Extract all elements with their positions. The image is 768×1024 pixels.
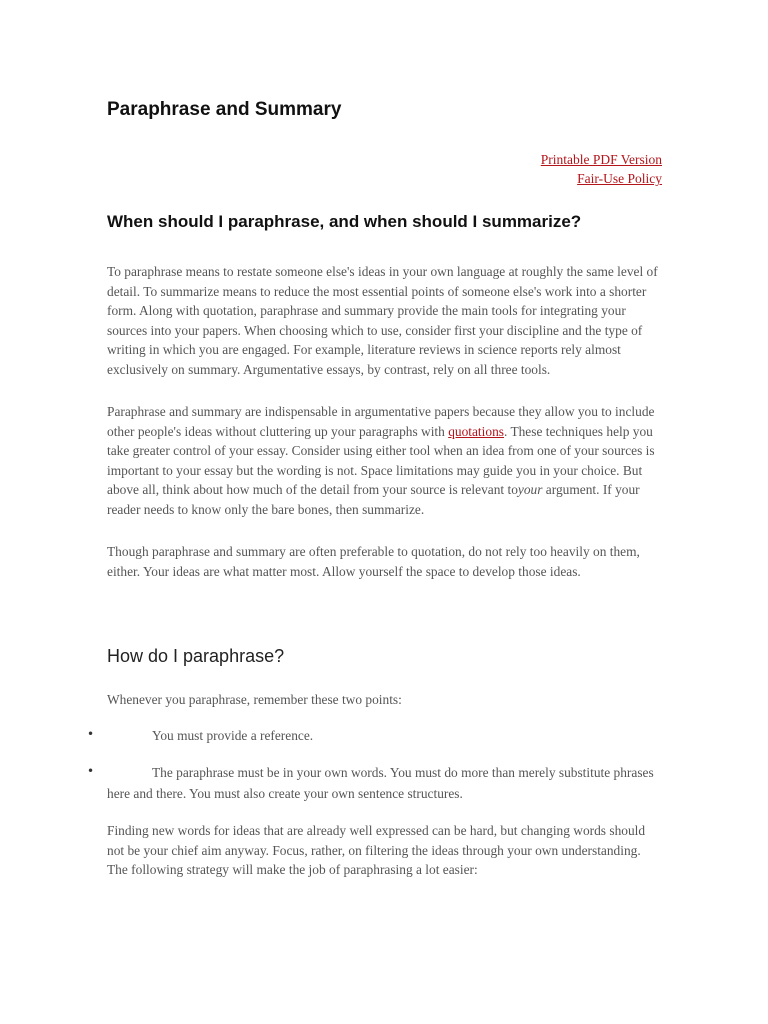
bullet-dot-icon: • xyxy=(87,727,95,741)
printable-pdf-link[interactable]: Printable PDF Version xyxy=(540,152,662,167)
list-item-text: You must provide a reference. xyxy=(152,728,314,743)
section-heading-how: How do I paraphrase? xyxy=(107,646,285,666)
side-links xyxy=(541,150,662,188)
paragraph-text: . These techniques help you take greater control of your essay. Consider using either tool when an idea from one of your sources is important to your essay but the wording is not. Space limitations may guide you in your choice. But above all, think about how much of the detail from your source is relevant to xyxy=(107,423,655,497)
paragraph-caution: Though paraphrase and summary are often preferable to quotation, do not rely too heavily on them, either. Your ideas are what matter most. Allow yourself the space to develop those ideas. xyxy=(107,544,640,579)
section-heading-when: When should I paraphrase, and when should I summarize? xyxy=(107,212,582,231)
list-item-text: The paraphrase must be in your own words. You must do more than merely substitute phrases here and there. You must also create your own sentence structures. xyxy=(107,765,654,801)
paragraph-text: Paraphrase and summary are indispensable in argumentative papers because they allow you to include other people's ideas without cluttering up your paragraphs with xyxy=(107,404,655,439)
quotations-link[interactable]: quotations xyxy=(448,423,504,439)
paragraph-definitions: To paraphrase means to restate someone else's ideas in your own language at roughly the same level of detail. To summarize means to reduce the most essential points of someone else's work into a shorter form. Along with quotation, paraphrase and summary provide the main tools for integrating your sources into your papers. When choosing which to use, consider first your discipline and the type of writing in which you are engaged. For example, literature reviews in science reports rely almost exclusively on summary. Argumentative essays, by contrast, rely on all three tools. xyxy=(107,264,658,377)
paragraph-text: argument. If your reader needs to know only the bare bones, then summarize. xyxy=(107,482,640,517)
paragraph-strategy: Finding new words for ideas that are already well expressed can be hard, but changing words should not be your chief aim anyway. Focus, rather, on filtering the ideas through your own understanding. The following strategy will make the job of paraphrasing a lot easier: xyxy=(107,823,646,877)
page-title: Paraphrase and Summary xyxy=(107,99,342,120)
paragraph-intro: Whenever you paraphrase, remember these two points: xyxy=(107,692,402,707)
bullet-dot-icon: • xyxy=(87,764,95,778)
emphasis-your: your xyxy=(517,482,543,497)
paragraph-argumentative xyxy=(107,402,663,519)
fair-use-policy-link[interactable]: Fair-Use Policy xyxy=(577,171,662,186)
